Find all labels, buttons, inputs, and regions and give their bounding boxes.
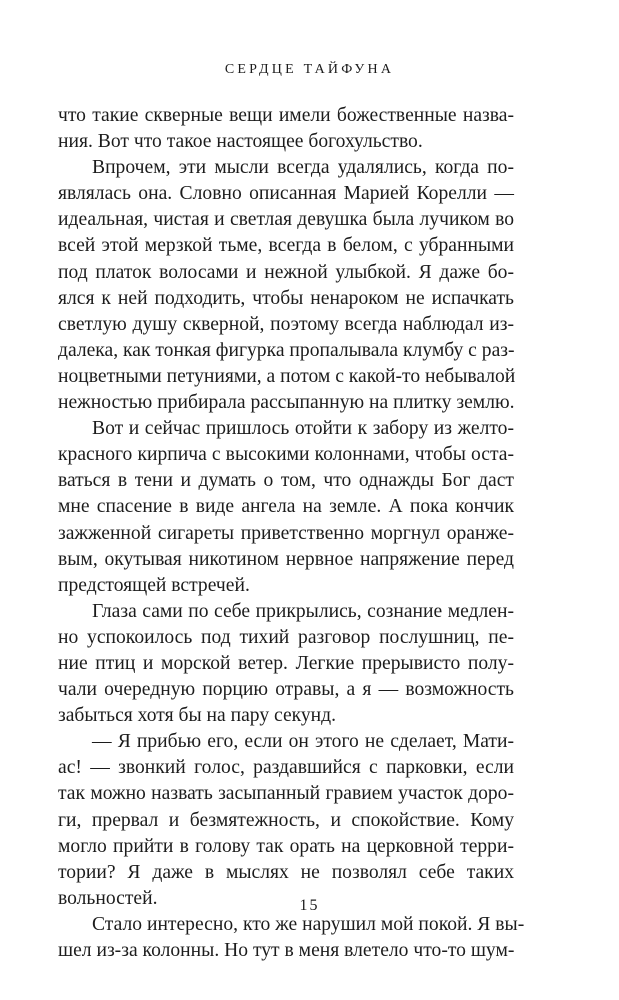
text-line: — Я прибью его, если он этого не сделает, Мати- <box>92 731 514 753</box>
paragraph <box>58 599 514 729</box>
text-line: чали очередную порцию отравы, а я — возможность <box>58 679 514 701</box>
text-line: мне спасение в виде ангела на земле. А пока кончик <box>58 496 514 518</box>
text-line: предстоящей встречей. <box>58 574 250 596</box>
text-line: далека, как тонкая фигурка пропалывала клумбу с раз- <box>58 339 515 361</box>
text-line: являлась она. Словно описанная Марией Корелли — <box>58 183 514 205</box>
text-line: идеальная, чистая и светлая девушка была лучиком во <box>58 209 514 231</box>
running-title: СЕРДЦЕ ТАЙФУНА <box>224 62 395 77</box>
text-line: ваться в тени и думать о том, что однажды Бог даст <box>58 470 514 492</box>
text-line: что такие скверные вещи имели божественные назва- <box>58 105 514 126</box>
paragraph <box>58 155 514 416</box>
text-line: ние птиц и морской ветер. Легкие прерывисто полу- <box>58 652 514 674</box>
text-line: могло прийти в голову так орать на церковной терри- <box>58 835 514 857</box>
text-line: забыться хотя бы на пару секунд. <box>58 705 337 727</box>
text-line: светлую душу скверной, поэтому всегда наблюдал из- <box>58 313 514 335</box>
text-line: Впрочем, эти мысли всегда удалялись, когда по- <box>92 157 514 179</box>
page-number: 15 <box>299 897 320 914</box>
text-line: красного кирпича с высокими колоннами, чтобы оста- <box>58 444 514 466</box>
paragraph <box>58 729 514 912</box>
text-line: ноцветными петуниями, а потом с какой-то небывалой <box>58 365 516 387</box>
paragraph <box>58 912 525 964</box>
text-line: Стало интересно, кто же нарушил мой покой. Я вы- <box>92 913 525 935</box>
text-line: всей этой мерзкой тьме, всегда в белом, с убранными <box>58 235 514 257</box>
paragraph <box>58 416 514 599</box>
text-line: Вот и сейчас пришлось отойти к забору из желто- <box>92 418 514 440</box>
text-line: шел из-за колонны. Но тут в меня влетело что-то шум- <box>58 940 515 961</box>
text-line: ния. Вот что такое настоящее богохульство. <box>58 131 423 153</box>
text-line: но успокоилось под тихий разговор послушниц, пе- <box>58 626 514 648</box>
text-line: ялся к ней подходить, чтобы ненароком не испачкать <box>58 287 514 309</box>
text-line: ас! — звонкий голос, раздавшийся с парковки, если <box>58 757 514 779</box>
text-line: под платок волосами и нежной улыбкой. Я даже бо- <box>58 261 514 283</box>
text-line: вым, окутывая никотином нервное напряжение перед <box>58 548 514 570</box>
text-line: так можно назвать засыпанный гравием участок доро- <box>58 783 514 805</box>
text-line: зажженной сигареты приветственно моргнул оранже- <box>58 522 514 544</box>
text-line: Глаза сами по себе прикрылись, сознание медлен- <box>92 600 514 622</box>
text-line: нежностью прибирала рассыпанную на плитку землю. <box>58 392 515 414</box>
body-text <box>58 103 525 964</box>
text-line: тории? Я даже в мыслях не позволял себе таких <box>58 861 514 883</box>
text-line: вольностей. <box>58 887 158 909</box>
text-line: ги, прервал и безмятежность, и спокойствие. Кому <box>58 809 514 831</box>
paragraph <box>58 103 514 155</box>
